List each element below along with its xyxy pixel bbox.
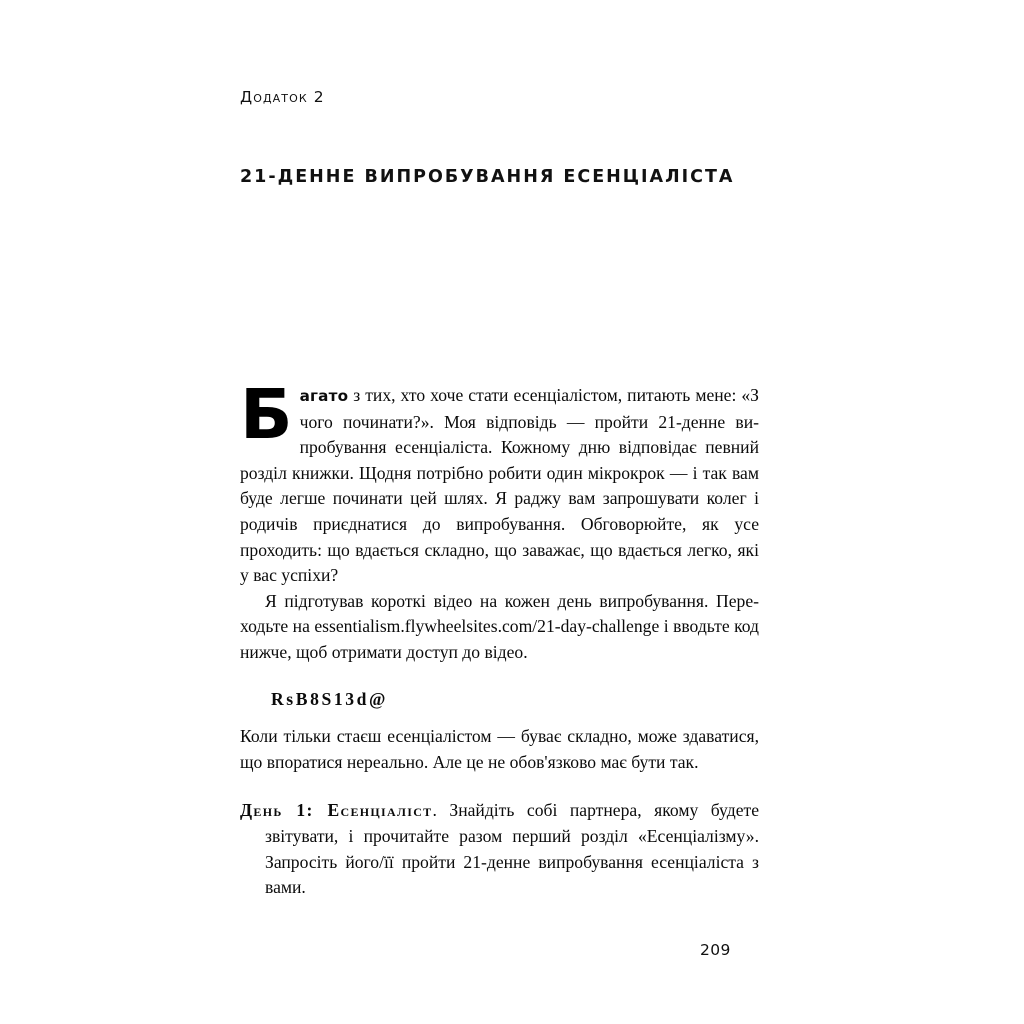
- day-entry-label: День 1: Есенціаліст: [240, 800, 433, 821]
- access-code: RsB8S13d@: [271, 688, 389, 709]
- day-entry-text: . Знайдіть собі партнера, якому будете звітувати, і прочитайте разом перший розділ «Есенціалізму». Запросіть його/її пройти 21-денне випробування есенціаліста з вами.: [265, 800, 759, 898]
- opening-paragraph: [240, 375, 759, 589]
- page-number: 209: [700, 941, 731, 959]
- spacer: [240, 775, 759, 798]
- drop-cap: Б: [240, 375, 293, 455]
- video-paragraph: Я підготував короткі відео на кожен день випробування. Переходьте на essentialism.flywheelsites.com/21-day-challenge і вводьте код нижче, щоб отримати доступ до відео.: [240, 590, 759, 662]
- body-text-block: [240, 375, 759, 901]
- running-head: Додаток 2: [240, 88, 325, 106]
- day-entry: [240, 798, 759, 900]
- opening-paragraph-text: з тих, хто хоче стати есенціалістом, питають мене: «З чого починати?». Моя відповідь — пройти 21-денне випробування есенціаліста. Кожному дню відповідає певний розділ книжки. Щодня потрібно робити один мікрокрок — і так вам буде легше починати цей шлях. Я раджу вам запрошувати колег і родичів приєднатися до випробування. Обговорюйте, як усе проходить: що вдається складно, що заважає, що вдається легко, які у вас успіхи?: [240, 385, 759, 586]
- page-title: 21-ДЕННЕ ВИПРОБУВАННЯ ЕСЕНЦІАЛІСТА: [240, 166, 735, 187]
- encouragement-paragraph: Коли тільки стаєш есенціалістом — буває складно, може здаватися, що впоратися нереально. Але це не обов'язково має бути так.: [240, 726, 759, 772]
- lead-in-text: агато: [299, 387, 349, 405]
